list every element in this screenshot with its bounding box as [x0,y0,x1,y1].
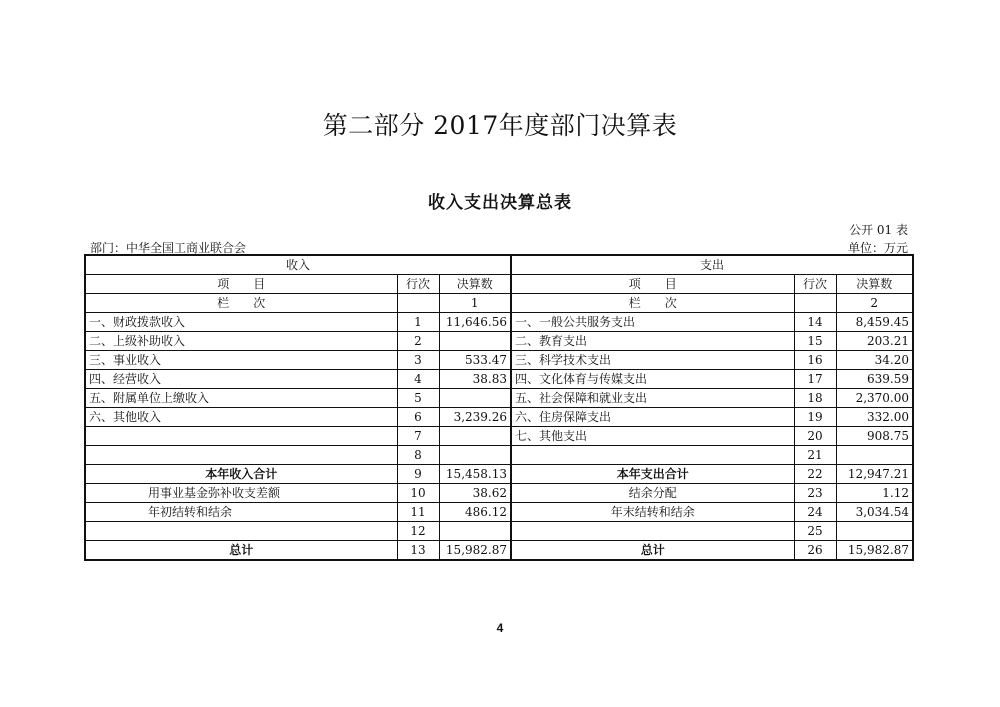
table-title: 收入支出决算总表 [428,193,572,213]
expense-amount: 3,034.54 [836,503,913,522]
income-line-number: 10 [397,484,439,503]
table-row [85,389,913,408]
income-item-header: 项 目 [85,275,397,294]
income-item [85,446,397,465]
income-line-blank [397,294,439,313]
expense-amount [836,522,913,541]
income-amount: 486.12 [439,503,511,522]
unit-label: 单位：万元 [847,241,908,255]
income-line-number: 8 [397,446,439,465]
income-item [85,427,397,446]
expense-item: 年末结转和结余 [511,503,794,522]
table-row [85,465,913,484]
income-item: 四、经营收入 [85,370,397,389]
income-column-number: 1 [439,294,511,313]
income-line-number: 7 [397,427,439,446]
income-line-number: 3 [397,351,439,370]
income-item: 本年收入合计 [85,465,397,484]
income-line-number: 6 [397,408,439,427]
income-line-number: 2 [397,332,439,351]
income-item: 六、其他收入 [85,408,397,427]
income-item: 一、财政拨款收入 [85,313,397,332]
expense-line-number: 24 [794,503,836,522]
income-item: 年初结转和结余 [85,503,397,522]
expense-amount: 1.12 [836,484,913,503]
page-number: 4 [496,621,504,635]
expense-item [511,522,794,541]
expense-line-number: 21 [794,446,836,465]
page-title: 第二部分 2017年度部门决算表 [322,111,678,140]
expense-line-number: 16 [794,351,836,370]
expense-line-number: 26 [794,541,836,561]
expense-line-number: 23 [794,484,836,503]
expense-line-number: 14 [794,313,836,332]
expense-item: 六、住房保障支出 [511,408,794,427]
expense-amount: 639.59 [836,370,913,389]
department-label: 部门：中华全国工商业联合会 [90,241,247,255]
section-header-row [85,255,913,275]
expense-line-number: 25 [794,522,836,541]
income-amount [439,332,511,351]
income-item: 三、事业收入 [85,351,397,370]
expense-amount: 332.00 [836,408,913,427]
expense-item: 二、教育支出 [511,332,794,351]
income-amount-header: 决算数 [439,275,511,294]
table-row [85,522,913,541]
expense-amount: 203.21 [836,332,913,351]
income-amount [439,446,511,465]
column-number-row [85,294,913,313]
expense-line-number: 15 [794,332,836,351]
expense-line-number: 22 [794,465,836,484]
expense-item: 五、社会保障和就业支出 [511,389,794,408]
income-amount: 38.62 [439,484,511,503]
expense-amount: 908.75 [836,427,913,446]
expense-amount: 8,459.45 [836,313,913,332]
table-row [85,503,913,522]
expense-amount: 12,947.21 [836,465,913,484]
column-header-row [85,275,913,294]
income-line-number: 4 [397,370,439,389]
income-expense-summary-table [84,254,914,561]
form-number: 公开 01 表 [849,223,908,237]
expense-amount [836,446,913,465]
expense-column-number: 2 [836,294,913,313]
table-row [85,446,913,465]
table-row [85,370,913,389]
income-amount [439,427,511,446]
table-row [85,427,913,446]
income-amount: 15,458.13 [439,465,511,484]
income-line-number: 5 [397,389,439,408]
expense-item [511,446,794,465]
income-amount: 15,982.87 [439,541,511,561]
expense-item: 总计 [511,541,794,561]
table-row [85,541,913,561]
income-row-label: 栏 次 [85,294,397,313]
expense-amount: 34.20 [836,351,913,370]
income-amount: 11,646.56 [439,313,511,332]
table-row [85,408,913,427]
income-amount [439,522,511,541]
expense-item: 四、文化体育与传媒支出 [511,370,794,389]
expense-item: 本年支出合计 [511,465,794,484]
expense-line-number: 20 [794,427,836,446]
income-line-number: 11 [397,503,439,522]
income-amount: 533.47 [439,351,511,370]
expense-item-header: 项 目 [511,275,794,294]
expense-item: 结余分配 [511,484,794,503]
expense-item: 三、科学技术支出 [511,351,794,370]
expense-line-header: 行次 [794,275,836,294]
expense-item: 一、一般公共服务支出 [511,313,794,332]
expense-row-label: 栏 次 [511,294,794,313]
table-row [85,313,913,332]
table-row [85,484,913,503]
income-amount: 38.83 [439,370,511,389]
expense-line-number: 19 [794,408,836,427]
income-item [85,522,397,541]
expense-amount-header: 决算数 [836,275,913,294]
income-line-number: 13 [397,541,439,561]
income-header: 收入 [85,255,511,275]
income-item: 用事业基金弥补收支差额 [85,484,397,503]
income-amount: 3,239.26 [439,408,511,427]
table-row [85,351,913,370]
income-line-number: 12 [397,522,439,541]
expense-amount: 15,982.87 [836,541,913,561]
income-line-header: 行次 [397,275,439,294]
expense-line-number: 17 [794,370,836,389]
expense-line-number: 18 [794,389,836,408]
expense-item: 七、其他支出 [511,427,794,446]
income-item: 五、附属单位上缴收入 [85,389,397,408]
income-item: 总计 [85,541,397,561]
income-amount [439,389,511,408]
expense-line-blank [794,294,836,313]
income-item: 二、上级补助收入 [85,332,397,351]
table-row [85,332,913,351]
expense-header: 支出 [511,255,913,275]
income-line-number: 9 [397,465,439,484]
expense-amount: 2,370.00 [836,389,913,408]
income-line-number: 1 [397,313,439,332]
